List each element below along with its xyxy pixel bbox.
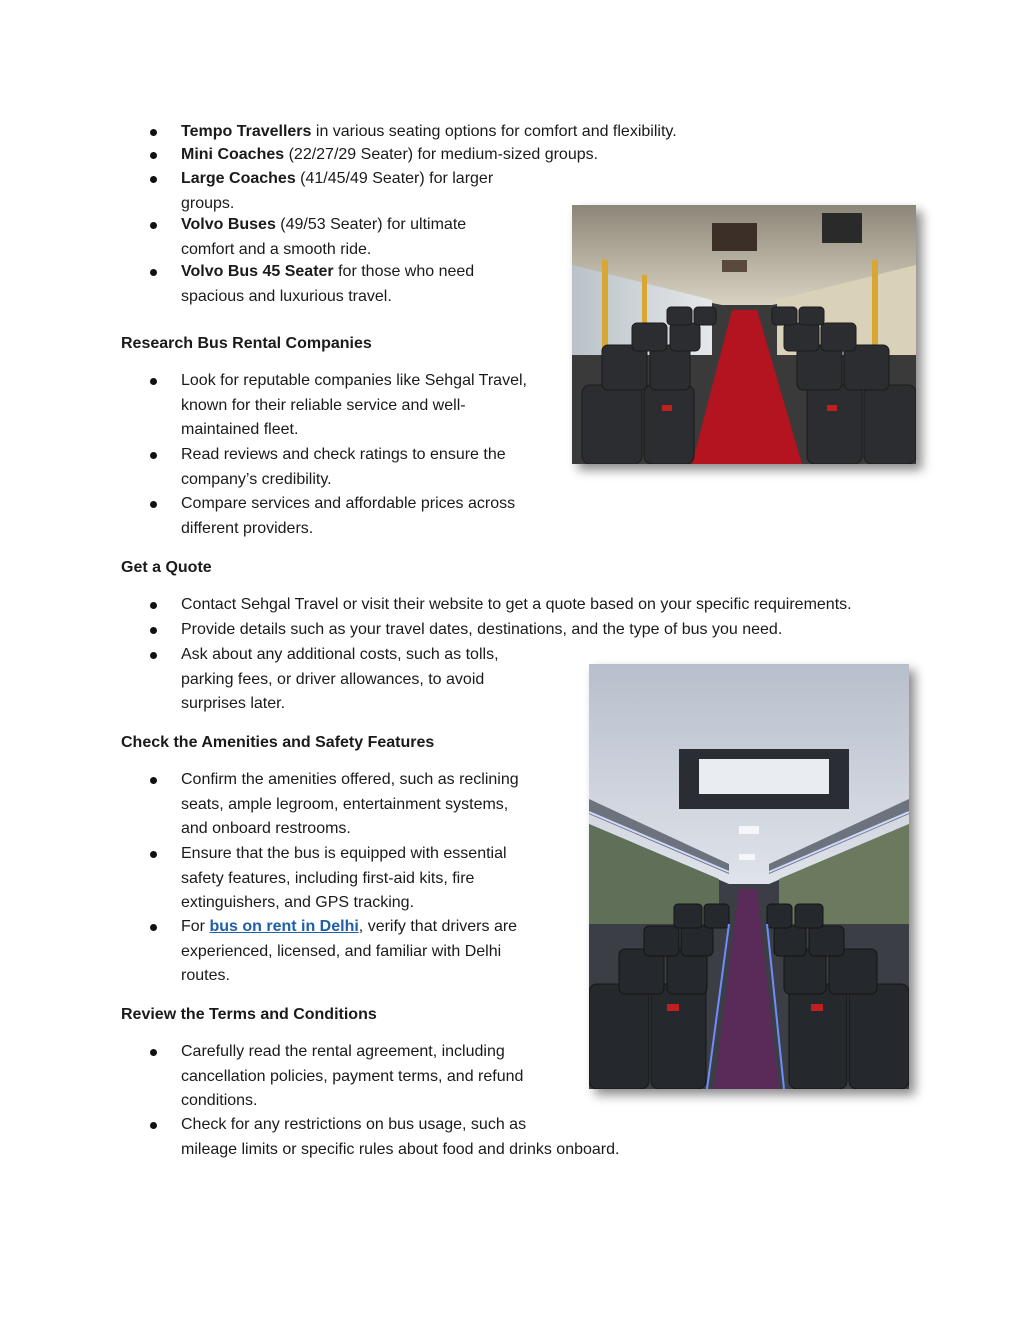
bullet [150,602,157,609]
section-heading-amenities: Check the Amenities and Safety Features [121,734,435,751]
list-item-volvo-45: Volvo Bus 45 Seater for those who need spacious and luxurious travel. [181,263,475,305]
list-item-mini-coaches: Mini Coaches (22/27/29 Seater) for medium-sized groups. [181,146,599,163]
bus-interior-illustration [589,664,909,1089]
bullet [150,851,157,858]
list-item: Read reviews and check ratings to ensure the company’s credibility. [181,446,506,488]
list-item: Provide details such as your travel dates, destinations, and the type of bus you need. [181,621,783,638]
list-item: Compare services and affordable prices across different providers. [181,495,516,537]
bus-interior-illustration [572,205,916,464]
list-item: Confirm the amenities offered, such as reclining seats, ample legroom, entertainment systems, and onboard restrooms. [181,771,519,837]
bullet [150,378,157,385]
list-item-large-coaches: Large Coaches (41/45/49 Seater) for larger groups. [181,170,494,212]
list-item-delhi: For bus on rent in Delhi, verify that drivers are experienced, licensed, and familiar with Delhi routes. [181,918,518,984]
bullet [150,501,157,508]
bus-interior-photo-2 [589,664,909,1089]
bullet [150,652,157,659]
bullet [150,1049,157,1056]
bullet [150,777,157,784]
section-heading-quote: Get a Quote [121,559,212,576]
bullet [150,152,157,159]
list-item: Check for any restrictions on bus usage, such as mileage limits or specific rules about food and drinks onboard. [181,1116,620,1158]
bus-on-rent-delhi-link[interactable]: bus on rent in Delhi [209,918,359,935]
list-item: Ensure that the bus is equipped with essential safety features, including first-aid kits, fire extinguishers, and GPS tracking. [181,845,507,911]
list-item: Carefully read the rental agreement, including cancellation policies, payment terms, and refund conditions. [181,1043,524,1109]
bullet [150,269,157,276]
bullet [150,452,157,459]
section-heading-terms: Review the Terms and Conditions [121,1006,377,1023]
list-item: Contact Sehgal Travel or visit their website to get a quote based on your specific requirements. [181,596,852,613]
bullet [150,627,157,634]
list-item-volvo-buses: Volvo Buses (49/53 Seater) for ultimate comfort and a smooth ride. [181,216,467,258]
section-heading-research: Research Bus Rental Companies [121,335,372,352]
bullet [150,1122,157,1129]
bullet [150,129,157,136]
list-item: Look for reputable companies like Sehgal Travel, known for their reliable service and well- maintained fleet. [181,372,527,438]
bullet [150,924,157,931]
bullet [150,222,157,229]
list-item-tempo: Tempo Travellers in various seating options for comfort and flexibility. [181,123,677,140]
bus-interior-photo-1 [572,205,916,464]
list-item: Ask about any additional costs, such as tolls, parking fees, or driver allowances, to avoid surprises later. [181,646,499,712]
bullet [150,176,157,183]
